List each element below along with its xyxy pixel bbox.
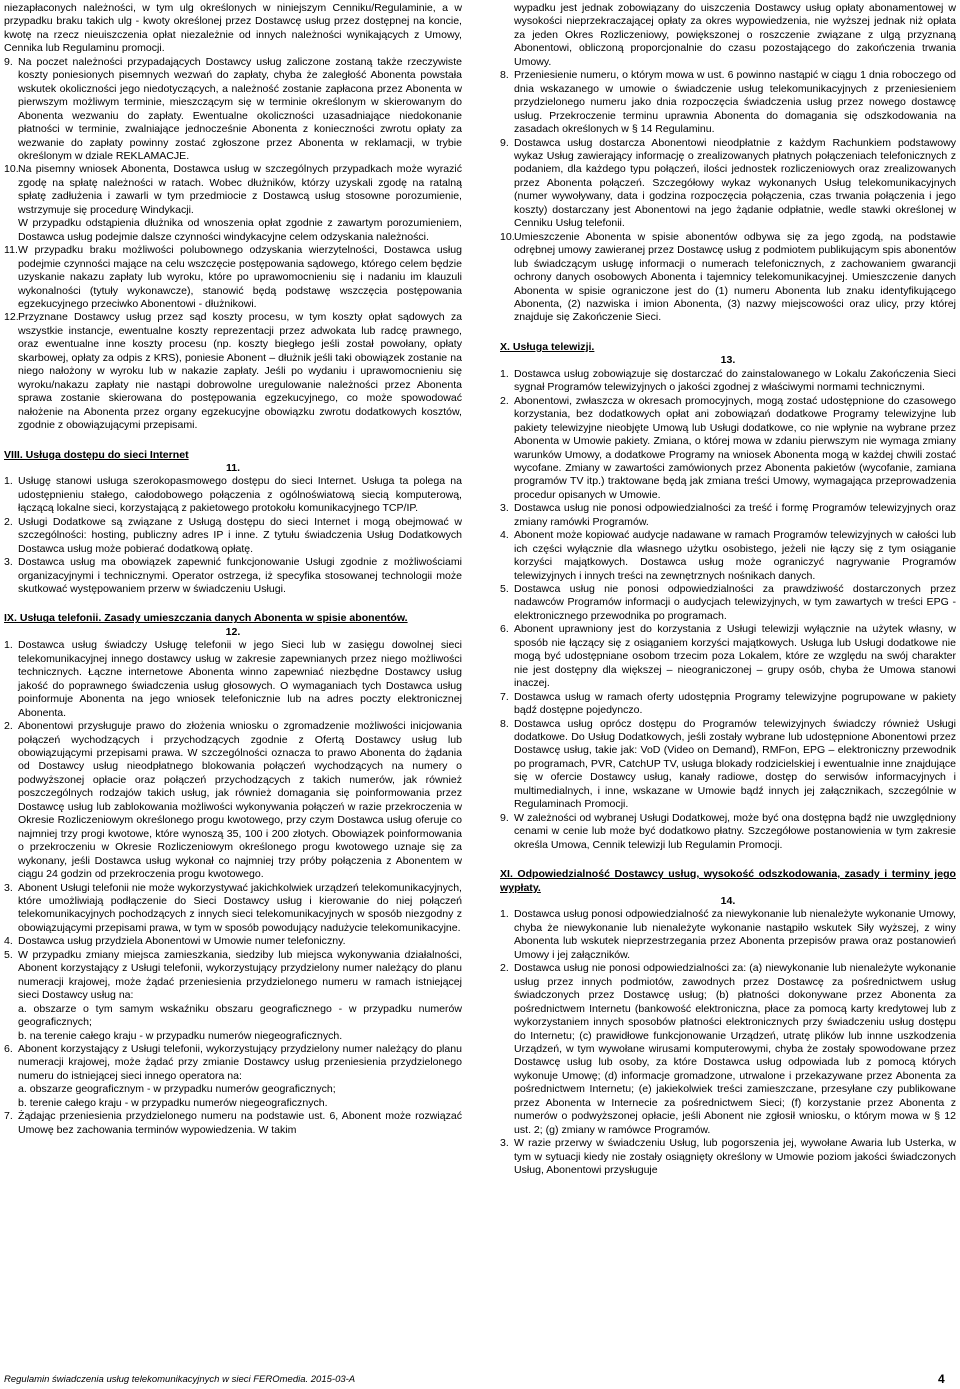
section-heading: IX. Usługa telefonii. Zasady umieszczania danych Abonenta w spisie abonentów. <box>4 612 408 625</box>
list-item <box>500 718 956 812</box>
item-text: Usługę stanowi usługa szerokopasmowego dostępu do sieci Internet. Usługa ta polega na udostępnieniu stałego, całodobowego połączenia z ogólnoświatową siecią komputerową, łączącą lokalne sieci, korzystającą z pakietowego protokołu komunikacyjnego TCP/IP. <box>18 475 462 515</box>
item-number: 4. <box>500 529 509 542</box>
list-item <box>500 368 956 395</box>
item-text: Umieszczenie Abonenta w spisie abonentów odbywa się za jego zgodą, na podstawie odrębnej umowy zawieranej przez Dostawcę usług z podmiotem publikującym spis abonentów lub świadczącym usługę informacji o numerach telefonicznych, z zachowaniem gwarancji ochrony danych osobowych Abonenta i tajemnicy telekomunikacyjnej. Umieszczenie danych Abonenta w spisie ograniczone jest do (1) numeru Abonenta lub znaku identyfikującego Abonenta, (2) nazwiska i imion Abonenta, (3) nazwy miejscowości oraz ulicy, przy której znajduje się Zakończenie Sieci. <box>514 230 956 324</box>
item-text: Dostawca usług ponosi odpowiedzialność za niewykonanie lub nienależyte wykonanie Umowy, chyba że niewykonanie lub nienależyte wykonanie nastąpiło wskutek Siły wyższej, z winy Abonenta lub wskutek nieprzestrzegania przez Abonenta przepisów prawa oraz postanowień Umowy i jej załączników. <box>514 908 956 961</box>
item-text: Dostawca usług ma obowiązek zapewnić funkcjonowanie Usługi zgodnie z możliwościami organizacyjnymi i technicznymi. Operator ostrzega, iż specyfika stosowanej technologii może skutkować występowaniem przerw w świadczeniu Usługi. <box>18 556 462 596</box>
item-text: Na pisemny wniosek Abonenta, Dostawca usług w szczególnych przypadkach może wyrazić zgodę na spłatę należności w ratach. Wobec dłużników, którzy uzyskali zgodę na ratalną spłatę zadłużenia i zawarli w tym przedmiocie z Dostawcą usług stosowne porozumienie, wstrzymuje się procedurę Windykacji. <box>18 163 462 216</box>
list-item <box>500 583 956 623</box>
item-text: Dostawca usług oprócz dostępu do Programów telewizyjnych świadczy również Usługi dodatkowe. Do Usług Dodatkowych, jeśli zostały wybrane lub udostępnione Abonentowi przez Dostawcę usług, takie jak: VoD (Video on Demand), RMFon, EPG – elektroniczny przewodnik po programach, PVR, CatchUP TV, usługa blokady rodzicielskiej i ewentualnie inne znajdujące się w ofercie Dostawcy usług, kanały radiowe, dostęp do serwisów informacyjnych i multimedialnych, i inne, wskazane w Umowie bądź innych jej załącznikach, szczególnie w Regulaminach Promocji. <box>514 717 956 811</box>
item-number: 7. <box>4 1110 13 1123</box>
item-number: 1. <box>4 639 13 652</box>
item-number: 8. <box>500 717 509 730</box>
list-item <box>4 639 462 720</box>
list-item <box>500 69 956 136</box>
item-number: 9. <box>500 136 509 149</box>
list-item <box>500 502 956 529</box>
item-text: Na poczet należności przypadających Dostawcy usług zaliczone zostaną także rzeczywiste koszty poniesionych pisemnych wezwań do zapłaty, chyba że zaległość Abonenta powstała wskutek okoliczności jego niedotyczących, a należność zostanie zapłacona przez Abonenta w pierwszym możliwym terminie, mieszczącym się w terminie określonym w skierowanym do Abonenta wezwaniu do zapłaty. Ewentualne okoliczności uzasadniające niedokonanie płatności w terminie, zwalniające jednocześnie Abonenta z konieczności zwrotu opłaty za wezwanie do zapłaty powinny zostać zgłoszone przez Abonenta w reklamacji, w trybie określonym w dziale REKLAMACJE. <box>18 55 462 162</box>
list-item <box>4 882 462 936</box>
item-number: 10. <box>4 163 19 176</box>
list-item <box>500 395 956 503</box>
item-number: 9. <box>500 811 509 824</box>
item-text: Dostawca usług nie ponosi odpowiedzialności za treść i formę Programów telewizyjnych oraz zmiany ramówki Programów. <box>514 502 956 528</box>
item-text: Usługi Dodatkowe są związane z Usługą dostępu do sieci Internet i mogą obejmować w szczególności: hosting, publiczny adres IP i inne. Z tytułu świadczenia Usług Dodatkowych Dostawca usług może pobierać dodatkową opłatę. <box>18 515 462 555</box>
item-number: 4. <box>4 935 13 948</box>
item-number: 6. <box>4 1042 13 1055</box>
item-text: Dostawca usług nie ponosi odpowiedzialności za: (a) niewykonanie lub nienależyte wykonanie usług przez innych podmiotów, zawodnych przez Dostawcę za pośrednictwem usług świadczonych przez Dostawcę usług; (b) płatności dokonywane przez Abonenta za pośrednictwem Internetu (bankowość elektroniczna, płace za pomocą karty kredytowej lub z wykorzystaniem innych sposobów płatności elektronicznych przy świadczeniu usług dostępu do Internetu; (c) prawidłowe funkcjonowanie Urządzeń, utratę plików lub innne uszkodzenia Urządzeń, w tym wywołane wirusami komputerowymi, chyba że zostały spowodowane przez Dostawcę usług lub osoby, za które Dostawca usług odpowiada lub z pomocą których wykonuje Umowę; (d) informacje gromadzone, utrwalone i przekazywane przez Abonenta za pośrednictwem Internetu; (e) jakiekolwiek treści zamieszczane, przesyłane czy publikowane przez Abonenta w Internecie za pośrednictwem Sieci; (f) korzystanie przez Abonenta z numerów o podwyższonej opłacie, jeśli Abonent nie zgłosił wniosku, o którym mowa w § 12 ust. 2; (g) zmiany w ramówce Programów. <box>514 962 956 1136</box>
page-number: 4 <box>938 1372 945 1386</box>
item-number: 1. <box>500 367 509 380</box>
item-number: 3. <box>4 556 13 569</box>
left-column <box>4 2 462 1137</box>
item-number: 10. <box>500 230 515 243</box>
paragraph-number: 14. <box>720 895 736 907</box>
item-text: Abonentowi, zwłaszcza w okresach promocyjnych, mogą zostać udostępnione do czasowego korzystania, bez dodatkowych opłat ani zobowiązań dodatkowe Programy telewizyjne lub pakiety telewizyjne nieobjęte Umową lub Usługi dodatkowe, co nie wpłynie na wybrane przez Abonenta w Umowie pakiety. Zmiana, o której mowa w zdaniu pierwszym nie wymaga zmiany warunków Umowy, a dodatkowe Programy na wniosek Abonenta mogą w każdej chwili zostać wycofane. Zmiany w zawartości zamówionych przez Abonenta pakietów (wycofanie, zamiana programów TV itp.) traktowane będą jak zmiana treści Umowy, wymagająca przeprowadzenia procedur opisanych w Umowie. <box>514 394 956 501</box>
paragraph-number: 13. <box>720 354 736 367</box>
paragraph: wypadku jest jednak zobowiązany do uiszczenia Dostawcy usług opłaty abonamentowej w wysokości nieprzekraczającej opłaty za okres wypowiedzenia, nie wyższej jednak niż opłata za jeden Okres Rozliczeniowy, powiększonej o roszczenie związane z ulgą przyznaną Abonentowi, obliczoną proporcjonalnie do czasu pozostającego do zakończenia trwania Umowy. <box>514 2 956 68</box>
item-number: 2. <box>500 394 509 407</box>
sub-item: b. na terenie całego kraju - w przypadku numerów niegeograficznych. <box>18 1029 343 1042</box>
list-item <box>4 720 462 881</box>
page-footer: Regulamin świadczenia usług telekomunikacyjnych w sieci FEROmedia. 2015-03-A <box>4 1374 356 1385</box>
item-number: 11. <box>4 244 18 257</box>
item-number: 2. <box>4 720 13 733</box>
list-item <box>500 908 956 962</box>
list-item <box>500 529 956 583</box>
item-number: 2. <box>500 962 509 975</box>
list-item <box>500 623 956 690</box>
paragraph-number: 11. <box>225 461 241 474</box>
item-text: Dostawca usług zobowiązuje się dostarczać do zainstalowanego w Lokalu Zakończenia Sieci sygnał Programów telewizyjnych o jakości zgodnej z właściwymi normami technicznymi. <box>514 367 956 394</box>
list-item <box>4 1110 462 1137</box>
item-number: 3. <box>500 1137 509 1150</box>
list-item <box>4 1043 462 1083</box>
item-text: W razie przerwy w świadczeniu Usług, lub pogorszenia jej, wywołane Awaria lub Usterka, w tym w sytuacji kiedy nie zostały osiągnięty określony w Umowie poziom jakości świadczonych Usług, Abonentowi przysługuje <box>514 1137 956 1177</box>
section-heading: XI. Odpowiedzialność Dostawcy usług, wysokość odszkodowania, zasady i terminy jego wypłaty. <box>500 868 956 894</box>
item-text: Żądając przeniesienia przydzielonego numeru na podstawie ust. 6, Abonent może rozwiązać Umowę bez zachowania terminów wypowiedzenia. W takim <box>18 1110 462 1136</box>
item-text: Dostawca usług przydziela Abonentowi w Umowie numer telefoniczny. <box>18 935 346 948</box>
list-item <box>4 516 462 556</box>
list-item <box>4 311 462 432</box>
list-item <box>4 556 462 596</box>
item-text: W przypadku zmiany miejsca zamieszkania, siedziby lub miejsca wykonywania działalności, Abonent korzystający z Usługi telefonii, wykorzystujący przydzielony numer należący do planu numeracji krajowej, może żądać przeniesienia przydzielonego numeru w ramach istniejącej sieci Dostawcy usług na: <box>18 948 462 1002</box>
item-text: Przyznane Dostawcy usług przez sąd koszty procesu, w tym koszty opłat sądowych za wszystkie instancje, ewentualne koszty reprezentacji przez adwokata lub radcę prawnego, oraz ewentualne inne koszty procesu (np. koszty biegłego jeśli został powołany, opłaty skarbowej, opłaty za odpis z KRS), poniesie Abonent – dłużnik jeśli taki obowiązek zostanie na niego nałożony w wyroku lub w nakazie zapłaty. Jeśli po wydaniu i uprawomocnieniu się wyroku/nakazu zapłaty nie nastąpi dobrowolne uregulowanie należności przez Abonenta sprawa zostanie skierowana do postępowania egzekucyjnego, co może spowodować nałożenie na Abonenta przez organy egzekucyjne obowiązku zwrotu dodatkowych kosztów, zgodnie z obowiązującymi przepisami. <box>18 311 462 432</box>
item-text: W zależności od wybranej Usługi Dodatkowej, może być ona dostępna bądź nie uwzględniony cenami w cenie lub może być dodatkowo płatny. Szczegółowe postanowienia w tym zakresie określa Umowa, Cennik telewizji lub Regulamin Promocji. <box>514 811 956 851</box>
item-text: W przypadku braku możliwości polubownego odzyskania wierzytelności, Dostawca usług podejmie czynności mające na celu wszczęcie postępowania sądowego, którego celem będzie uzyskanie nakazu zapłaty lub wyroku, które po uprawomocnieniu się i nadaniu im klauzuli wykonalności (tytuły wykonawcze), stanowić będą podstawę wszczęcia postępowania egzekucyjnego przeciwko Abonentowi - dłużnikowi. <box>18 244 462 310</box>
item-text: Dostawca usług w ramach oferty udostępnia Programy telewizyjne pogrupowane w pakiety bądź dostępne pojedynczo. <box>514 690 956 717</box>
item-number: 3. <box>500 502 509 515</box>
list-item <box>500 137 956 231</box>
item-text: Dostawca usług świadczy Usługę telefonii w jego Sieci lub w zasięgu dowolnej sieci telekomunikacyjnej innego dostawcy usług w zakresie zapewnianych przez niego możliwości technicznych. Łączne internetowe Abonenta winno zapewniać niezbędne Dostawcy usług jakość do poprawnego świadczenia usług głosowych. O wymaganiach tych Dostawca usług poinformuje Abonenta na jego wniosek telefonicznie lub na adres poczty elektronicznej Abonenta. <box>18 639 462 719</box>
list-item <box>500 962 956 1137</box>
list-item <box>4 244 462 311</box>
item-number: 7. <box>500 690 509 703</box>
item-number: 1. <box>4 475 13 488</box>
list-item <box>500 691 956 718</box>
sub-item: a. obszarze geograficznym - w przypadku numerów geograficznych; <box>18 1083 336 1096</box>
item-text: Abonent Usługi telefonii nie może wykorzystywać jakichkolwiek urządzeń telekomunikacyjnych, które umożliwiają podłączenie do Sieci Dostawcy usług i kierowanie do niej połączeń telekomunikacyjnych pochodzących z innych sieci telekomunikacyjnych w sposób niezgodny z obowiązującymi przepisami prawa, w tym w sposób powodujący nadużycie telekomunikacyjne. <box>18 881 462 934</box>
item-text: Abonent uprawniony jest do korzystania z Usługi telewizji wyłącznie na użytek własny, w sposób nie łączący się z osiąganiem korzyści majątkowych. Usługa lub Usługi dodatkowe nie mogą być udostępniane osobom trzecim poza Lokalem, które ze względu na swój charakter nie jest dostępny dla większej – nieograniczonej – grupy osób, chyba że Umowa stanowi inaczej. <box>514 623 956 690</box>
item-text: Abonent może kopiować audycje nadawane w ramach Programów telewizyjnych w całości lub ich części wyłącznie dla własnego użytku osobistego, jeżeli nie łączy się z tym osiąganie korzyści majątkowych. Dostawca usług może ograniczyć nagrywanie Programów telewizyjnych i innych treści na zewnętrznych nośnikach danych. <box>514 529 956 582</box>
sub-item: b. terenie całego kraju - w przypadku numerów niegeograficznych. <box>18 1096 328 1109</box>
list-item <box>500 812 956 852</box>
item-text: Abonentowi przysługuje prawo do złożenia wniosku o zgromadzenie możliwości inicjowania połączeń wychodzących i przychodzących zgodnie z Ofertą Dostawcy usług lub obowiązującymi przepisami prawa. W szczególności oznacza to prawo Abonenta do żądania od Dostawcy usług nieodpłatnego blokowania połączeń wychodzących na numery o podwyższonej opłacie oraz połączeń przychodzących z takich numerów, jak również poszczególnych rodzajów takich usług, jak również domagania się poinformowania przez Dostawcę usług lub zablokowania możliwości wykonywania połączeń w razie przekroczenia w Okresie Rozliczeniowym określonego progu kwotowego, przy czym Dostawca usług oferuje co najmniej trzy progi kwotowe, które wynoszą 35, 100 i 200 złotych. Obowiązek poinformowania o przekroczeniu w Okresie Rozliczeniowym określonego progu kwotowego uznaje się za wykonany, jeśli Dostawca usług wykonał co najmniej trzy próby połączenia z Abonentem w ciągu 24 godzin od przekroczenia progu kwotowego. <box>18 720 462 881</box>
item-number: 12. <box>4 311 19 324</box>
list-item <box>500 231 956 325</box>
list-item <box>4 949 462 1003</box>
item-number: 2. <box>4 515 13 528</box>
item-number: 5. <box>4 948 13 961</box>
item-text: Dostawca usług nie ponosi odpowiedzialności za prawdziwość dostarczonych przez nadawców Programów informacji o audycjach telewizyjnych, w tym zawartych w treści EPG - elektronicznego przewodnika po programach. <box>514 583 956 622</box>
list-item <box>500 1137 956 1177</box>
item-number: 9. <box>4 55 13 68</box>
item-number: 3. <box>4 881 13 894</box>
section-heading: X. Usługa telewizji. <box>500 340 595 353</box>
item-number: 8. <box>500 69 509 82</box>
list-item <box>4 56 462 164</box>
item-number: 6. <box>500 623 509 636</box>
list-item <box>4 163 462 217</box>
paragraph: W przypadku odstąpienia dłużnika od wnoszenia opłat zgodnie z zawartym porozumieniem, Dostawca usług podejmie dalsze czynności windykacyjne celem odzyskania należności. <box>18 217 462 243</box>
item-text: Przeniesienie numeru, o którym mowa w ust. 6 powinno nastąpić w ciągu 1 dnia roboczego od dnia wskazanego w umowie o świadczenie usług telekomunikacyjnych z przeniesieniem przydzielonego numeru jako dnia rozpoczęcia świadczenia usług przez nowego dostawcę usług. Przekroczenie terminu uprawnia Abonenta do domagania się odszkodowania na zasadach określonych w § 14 Regulaminu. <box>514 69 956 136</box>
item-number: 1. <box>500 908 509 921</box>
section-heading: VIII. Usługa dostępu do sieci Internet <box>4 448 189 461</box>
paragraph: niezapłaconych należności, w tym ulg określonych w niniejszym Cenniku/Regulaminie, a w przypadku braku takich ulg - kwoty określonej przez Dostawcę usług przez dostępnej na koncie, kwotę na rzecz nieuiszczenia opłat niezależnie od innych należności wynikających z Umowy, Cennika lub Regulaminu promocji. <box>4 2 462 55</box>
item-number: 5. <box>500 583 509 596</box>
list-item <box>4 475 462 515</box>
list-item <box>4 935 462 948</box>
right-column <box>500 2 956 1178</box>
item-text: Abonent korzystający z Usługi telefonii, wykorzystujący przydzielony numer należący do planu numeracji krajowej, może żądać przy zmianie Dostawcy usług przeniesienia przydzielonego numeru do istniejącej sieci innego operatora na: <box>18 1042 462 1082</box>
item-text: Dostawca usług dostarcza Abonentowi nieodpłatnie z każdym Rachunkiem podstawowy wykaz Usług zawierający informację o zrealizowanych płatnych połączeniach telefonicznych z podaniem, dla każdego typu połączeń, ilości jednostek rozliczeniowych oraz zrealizowanych przez Abonenta połączeń. Szczegółowy wykaz wykonanych Usług telekomunikacyjnych (numer wywoływany, data i godzina rozpoczęcia połączenia, czas trwania połączenia i jego koszty) dostarczany jest Abonentowi na jego żądanie odpłatnie, wedle stawki określonej w Cenniku Usług telefonii. <box>514 136 956 230</box>
paragraph-number: 12. <box>225 625 241 638</box>
sub-item: a. obszarze o tym samym wskaźniku obszaru geograficznego - w przypadku numerów geograficznych; <box>18 1002 462 1029</box>
